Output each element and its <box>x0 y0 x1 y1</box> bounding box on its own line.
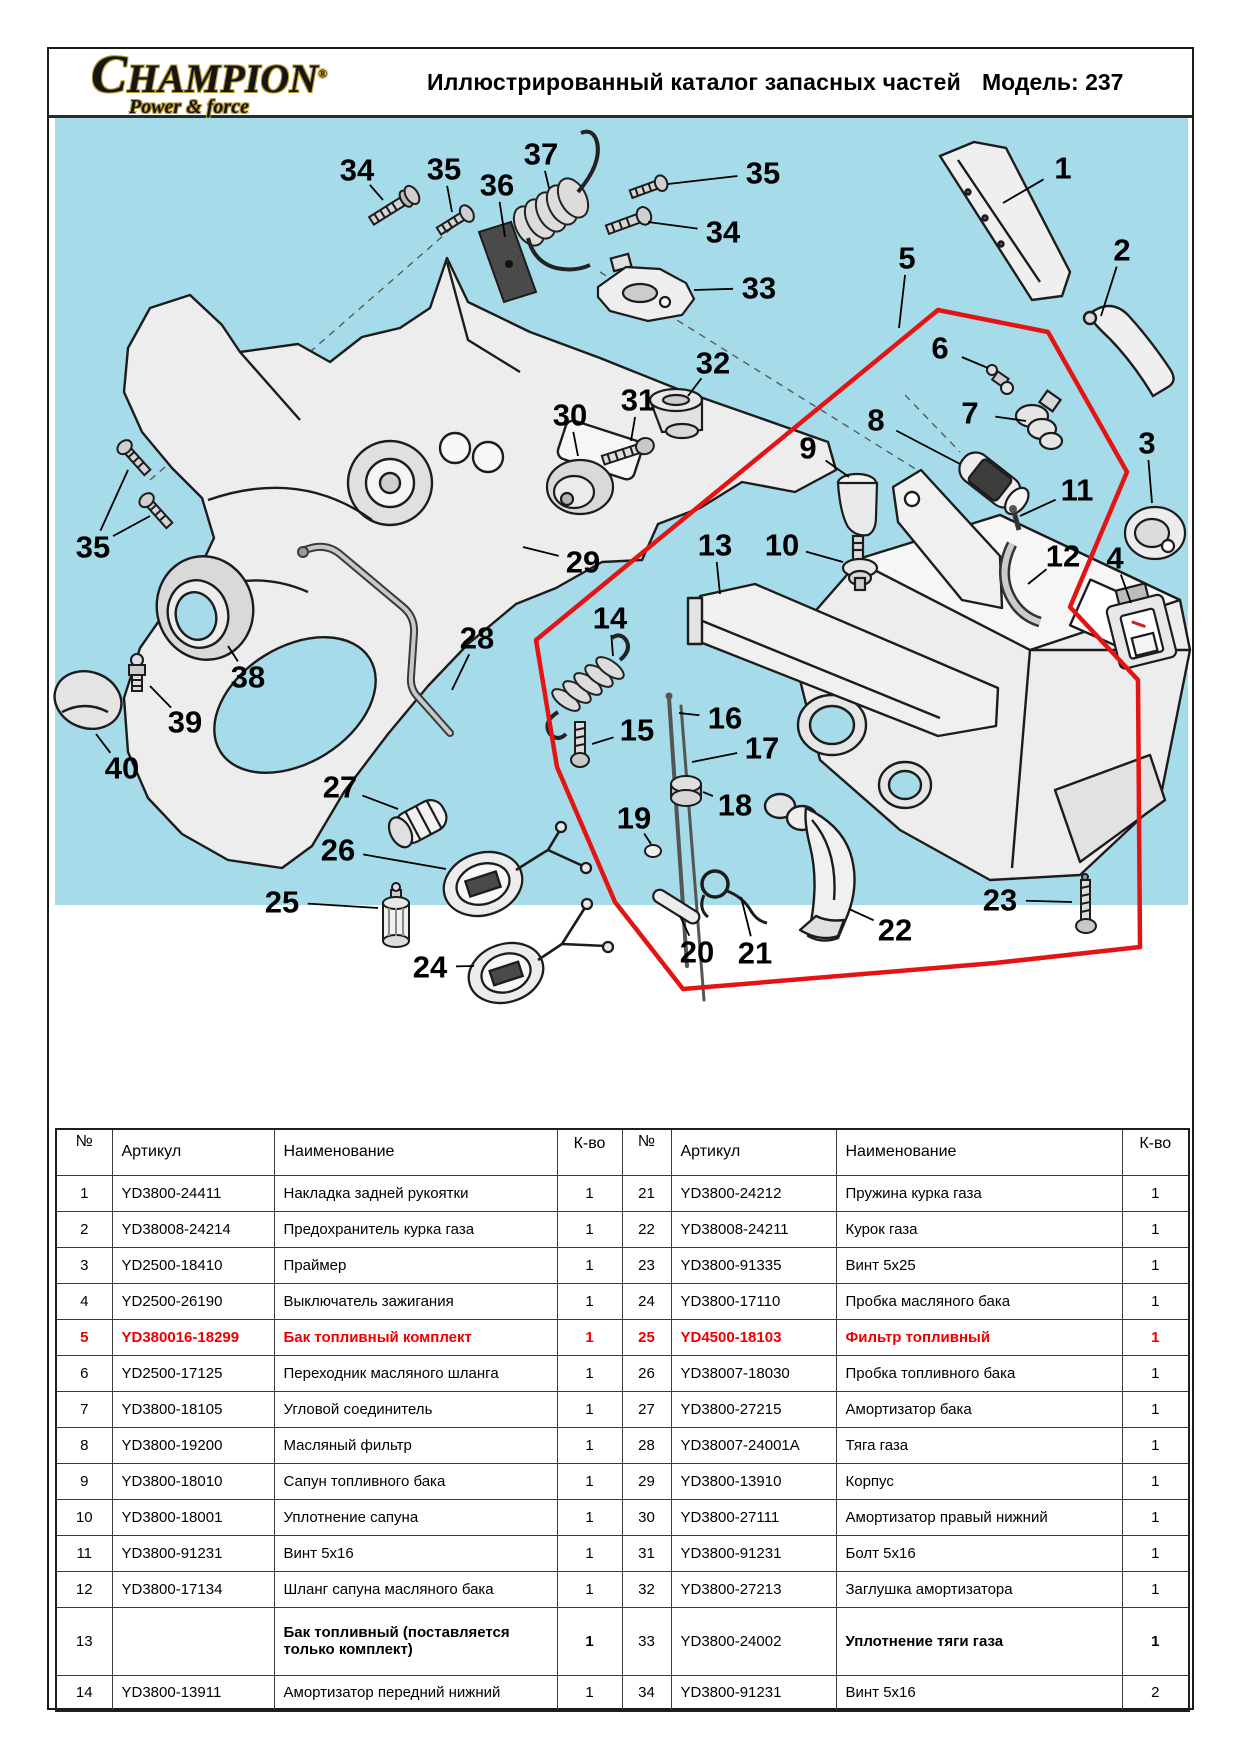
part-label-39: 39 <box>167 704 203 740</box>
cell-num: 23 <box>622 1247 671 1283</box>
part-label-34: 34 <box>339 152 375 188</box>
table-row <box>56 1535 1189 1571</box>
part-19-ball-drawing <box>645 845 661 857</box>
table-row <box>56 1391 1189 1427</box>
cell-num: 29 <box>622 1463 671 1499</box>
col-header-name2: Наименование <box>836 1129 1122 1175</box>
cell-qty: 1 <box>1122 1499 1189 1535</box>
cell-sku: YD2500-26190 <box>112 1283 274 1319</box>
part-30-damper-drawing <box>547 460 613 514</box>
cell-num: 3 <box>56 1247 112 1283</box>
cell-qty: 1 <box>1122 1247 1189 1283</box>
cell-sku: YD3800-27213 <box>671 1571 836 1607</box>
cell-qty: 1 <box>557 1319 622 1355</box>
cell-qty: 1 <box>1122 1571 1189 1607</box>
cell-qty: 1 <box>557 1675 622 1711</box>
table-row <box>56 1283 1189 1319</box>
cell-num: 14 <box>56 1675 112 1711</box>
col-header-num: № <box>56 1129 112 1175</box>
cell-name: Сапун топливного бака <box>274 1463 557 1499</box>
model-number: Модель: 237 <box>982 68 1124 95</box>
cell-name: Пробка масляного бака <box>836 1283 1122 1319</box>
part-label-10: 10 <box>764 527 800 563</box>
cell-qty: 1 <box>557 1499 622 1535</box>
brand-name: CHAMPION® <box>91 44 328 104</box>
cell-num: 33 <box>622 1607 671 1675</box>
part-label-40: 40 <box>104 750 140 786</box>
cell-qty: 1 <box>1122 1535 1189 1571</box>
cell-num: 27 <box>622 1391 671 1427</box>
cell-qty: 1 <box>1122 1175 1189 1211</box>
table-row <box>56 1463 1189 1499</box>
cell-name: Выключатель зажигания <box>274 1283 557 1319</box>
cell-num: 25 <box>622 1319 671 1355</box>
table-row <box>56 1675 1189 1711</box>
cell-qty: 1 <box>557 1427 622 1463</box>
cell-name: Бак топливный (поставляется только комплект) <box>274 1607 557 1675</box>
cell-num: 11 <box>56 1535 112 1571</box>
part-label-16: 16 <box>707 700 743 736</box>
part-39-breather-drawing <box>129 654 145 691</box>
part-label-30: 30 <box>552 397 588 433</box>
part-label-7: 7 <box>961 395 979 431</box>
parts-table-wrap <box>55 1128 1188 1712</box>
cell-qty: 1 <box>557 1463 622 1499</box>
col-header-sku2: Артикул <box>671 1129 836 1175</box>
cell-sku: YD4500-18103 <box>671 1319 836 1355</box>
cell-qty: 1 <box>1122 1355 1189 1391</box>
leader-line <box>849 909 874 920</box>
page-header <box>49 44 1192 118</box>
cell-sku: YD38008-24211 <box>671 1211 836 1247</box>
part-label-13: 13 <box>697 527 733 563</box>
cell-sku: YD38007-18030 <box>671 1355 836 1391</box>
part-label-26: 26 <box>320 832 356 868</box>
part-label-28: 28 <box>459 620 495 656</box>
cell-name: Масляный фильтр <box>274 1427 557 1463</box>
parts-table <box>55 1128 1190 1712</box>
cell-num: 10 <box>56 1499 112 1535</box>
cell-num: 28 <box>622 1427 671 1463</box>
part-label-4: 4 <box>1106 540 1124 576</box>
cell-name: Предохранитель курка газа <box>274 1211 557 1247</box>
part-label-23: 23 <box>982 882 1018 918</box>
cell-num: 12 <box>56 1571 112 1607</box>
cell-sku: YD3800-18105 <box>112 1391 274 1427</box>
cell-qty: 1 <box>557 1247 622 1283</box>
cell-num: 24 <box>622 1283 671 1319</box>
table-row <box>56 1571 1189 1607</box>
cell-name: Угловой соединитель <box>274 1391 557 1427</box>
part-label-29: 29 <box>565 544 601 580</box>
part-label-24: 24 <box>412 949 448 985</box>
part-label-21: 21 <box>737 935 773 971</box>
table-row <box>56 1211 1189 1247</box>
table-row <box>56 1499 1189 1535</box>
table-row <box>56 1319 1189 1355</box>
page-title: Иллюстрированный каталог запасных частей <box>427 68 961 95</box>
table-header-row <box>56 1129 1189 1175</box>
cell-name: Заглушка амортизатора <box>836 1571 1122 1607</box>
cell-num: 8 <box>56 1427 112 1463</box>
cell-name: Винт 5x16 <box>836 1675 1122 1711</box>
cell-num: 5 <box>56 1319 112 1355</box>
col-header-sku: Артикул <box>112 1129 274 1175</box>
cell-num: 13 <box>56 1607 112 1675</box>
leader-line <box>1026 901 1072 902</box>
part-label-31: 31 <box>620 382 656 418</box>
part-label-8: 8 <box>867 402 885 438</box>
cell-num: 6 <box>56 1355 112 1391</box>
cell-name: Амортизатор правый нижний <box>836 1499 1122 1535</box>
col-header-qty: К-во <box>557 1129 622 1175</box>
part-label-27: 27 <box>322 769 358 805</box>
cell-sku: YD3800-19200 <box>112 1427 274 1463</box>
cell-sku: YD3800-17110 <box>671 1283 836 1319</box>
cell-name: Шланг сапуна масляного бака <box>274 1571 557 1607</box>
cell-num: 34 <box>622 1675 671 1711</box>
cell-sku: YD3800-27215 <box>671 1391 836 1427</box>
part-label-9: 9 <box>799 430 817 466</box>
cell-qty: 1 <box>557 1391 622 1427</box>
cell-name: Тяга газа <box>836 1427 1122 1463</box>
part-label-2: 2 <box>1113 232 1131 268</box>
table-row <box>56 1247 1189 1283</box>
cell-qty: 1 <box>557 1571 622 1607</box>
cell-name: Пробка топливного бака <box>836 1355 1122 1391</box>
exploded-parts-diagram <box>55 118 1188 985</box>
part-label-12: 12 <box>1045 538 1081 574</box>
cell-qty: 1 <box>1122 1427 1189 1463</box>
cell-sku: YD3800-24411 <box>112 1175 274 1211</box>
cell-name: Уплотнение сапуна <box>274 1499 557 1535</box>
cell-num: 26 <box>622 1355 671 1391</box>
cell-qty: 1 <box>1122 1463 1189 1499</box>
part-label-35: 35 <box>75 529 111 565</box>
cell-num: 2 <box>56 1211 112 1247</box>
cell-qty: 1 <box>557 1175 622 1211</box>
cell-sku: YD3800-13911 <box>112 1675 274 1711</box>
cell-name: Амортизатор бака <box>836 1391 1122 1427</box>
part-label-19: 19 <box>616 800 652 836</box>
cell-name: Бак топливный комплект <box>274 1319 557 1355</box>
part-label-25: 25 <box>264 884 300 920</box>
cell-num: 9 <box>56 1463 112 1499</box>
part-3-plug-drawing <box>1125 507 1185 559</box>
part-18-rod-seal-drawing <box>671 776 701 806</box>
cell-sku: YD38007-24001A <box>671 1427 836 1463</box>
cell-num: 22 <box>622 1211 671 1247</box>
cell-qty: 1 <box>557 1535 622 1571</box>
cell-sku: YD3800-24212 <box>671 1175 836 1211</box>
cell-qty: 1 <box>557 1283 622 1319</box>
part-label-18: 18 <box>717 787 753 823</box>
cell-name: Уплотнение тяги газа <box>836 1607 1122 1675</box>
col-header-num2: № <box>622 1129 671 1175</box>
table-row <box>56 1427 1189 1463</box>
cell-sku: YD3800-91231 <box>112 1535 274 1571</box>
part-label-33: 33 <box>741 270 777 306</box>
cell-qty: 1 <box>1122 1211 1189 1247</box>
cell-sku: YD3800-18001 <box>112 1499 274 1535</box>
cell-qty: 1 <box>1122 1319 1189 1355</box>
cell-sku: YD38008-24214 <box>112 1211 274 1247</box>
leader-line <box>694 289 733 290</box>
part-label-38: 38 <box>230 659 266 695</box>
part-label-20: 20 <box>679 934 715 970</box>
cell-name: Болт 5x16 <box>836 1535 1122 1571</box>
cell-name: Фильтр топливный <box>836 1319 1122 1355</box>
cell-num: 32 <box>622 1571 671 1607</box>
cell-name: Амортизатор передний нижний <box>274 1675 557 1711</box>
table-row <box>56 1355 1189 1391</box>
cell-num: 31 <box>622 1535 671 1571</box>
part-label-11: 11 <box>1060 472 1094 508</box>
part-label-36: 36 <box>479 167 515 203</box>
cell-num: 7 <box>56 1391 112 1427</box>
cell-name: Корпус <box>836 1463 1122 1499</box>
part-label-3: 3 <box>1138 425 1156 461</box>
brand-tagline: Power & force <box>129 96 249 118</box>
cell-sku: YD3800-91335 <box>671 1247 836 1283</box>
cell-num: 30 <box>622 1499 671 1535</box>
cell-sku: YD3800-17134 <box>112 1571 274 1607</box>
cell-qty: 1 <box>1122 1391 1189 1427</box>
cell-name: Пружина курка газа <box>836 1175 1122 1211</box>
cell-qty: 1 <box>1122 1607 1189 1675</box>
cell-sku: YD2500-18410 <box>112 1247 274 1283</box>
cell-sku: YD3800-13910 <box>671 1463 836 1499</box>
part-label-37: 37 <box>523 136 559 172</box>
registered-mark-icon: ® <box>318 66 328 81</box>
cell-sku: YD3800-91231 <box>671 1535 836 1571</box>
cell-num: 21 <box>622 1175 671 1211</box>
part-label-5: 5 <box>898 240 916 276</box>
cell-name: Накладка задней рукоятки <box>274 1175 557 1211</box>
cell-sku: YD3800-18010 <box>112 1463 274 1499</box>
cell-sku: YD3800-27111 <box>671 1499 836 1535</box>
cell-sku: YD2500-17125 <box>112 1355 274 1391</box>
col-header-qty2: К-во <box>1122 1129 1189 1175</box>
cell-name: Винт 5x25 <box>836 1247 1122 1283</box>
part-label-6: 6 <box>931 330 949 366</box>
part-label-35: 35 <box>426 151 462 187</box>
page-frame <box>47 44 1194 1710</box>
table-row <box>56 1607 1189 1675</box>
table-row <box>56 1175 1189 1211</box>
part-label-14: 14 <box>592 600 628 636</box>
part-label-1: 1 <box>1054 150 1072 186</box>
cell-sku: YD380016-18299 <box>112 1319 274 1355</box>
col-header-name: Наименование <box>274 1129 557 1175</box>
cell-name: Праймер <box>274 1247 557 1283</box>
cell-qty: 2 <box>1122 1675 1189 1711</box>
cell-sku: YD3800-24002 <box>671 1607 836 1675</box>
part-label-35: 35 <box>745 155 781 191</box>
cell-qty: 1 <box>1122 1283 1189 1319</box>
part-label-17: 17 <box>744 730 780 766</box>
part-label-34: 34 <box>705 214 741 250</box>
part-label-32: 32 <box>695 345 731 381</box>
part-label-22: 22 <box>877 912 913 948</box>
brand-logo <box>49 44 406 118</box>
cell-name: Переходник масляного шланга <box>274 1355 557 1391</box>
cell-name: Винт 5x16 <box>274 1535 557 1571</box>
part-label-15: 15 <box>619 712 655 748</box>
cell-name: Курок газа <box>836 1211 1122 1247</box>
cell-sku: YD3800-91231 <box>671 1675 836 1711</box>
cell-qty: 1 <box>557 1607 622 1675</box>
cell-qty: 1 <box>557 1355 622 1391</box>
cell-num: 4 <box>56 1283 112 1319</box>
cell-qty: 1 <box>557 1211 622 1247</box>
cell-sku <box>112 1607 274 1675</box>
cell-num: 1 <box>56 1175 112 1211</box>
